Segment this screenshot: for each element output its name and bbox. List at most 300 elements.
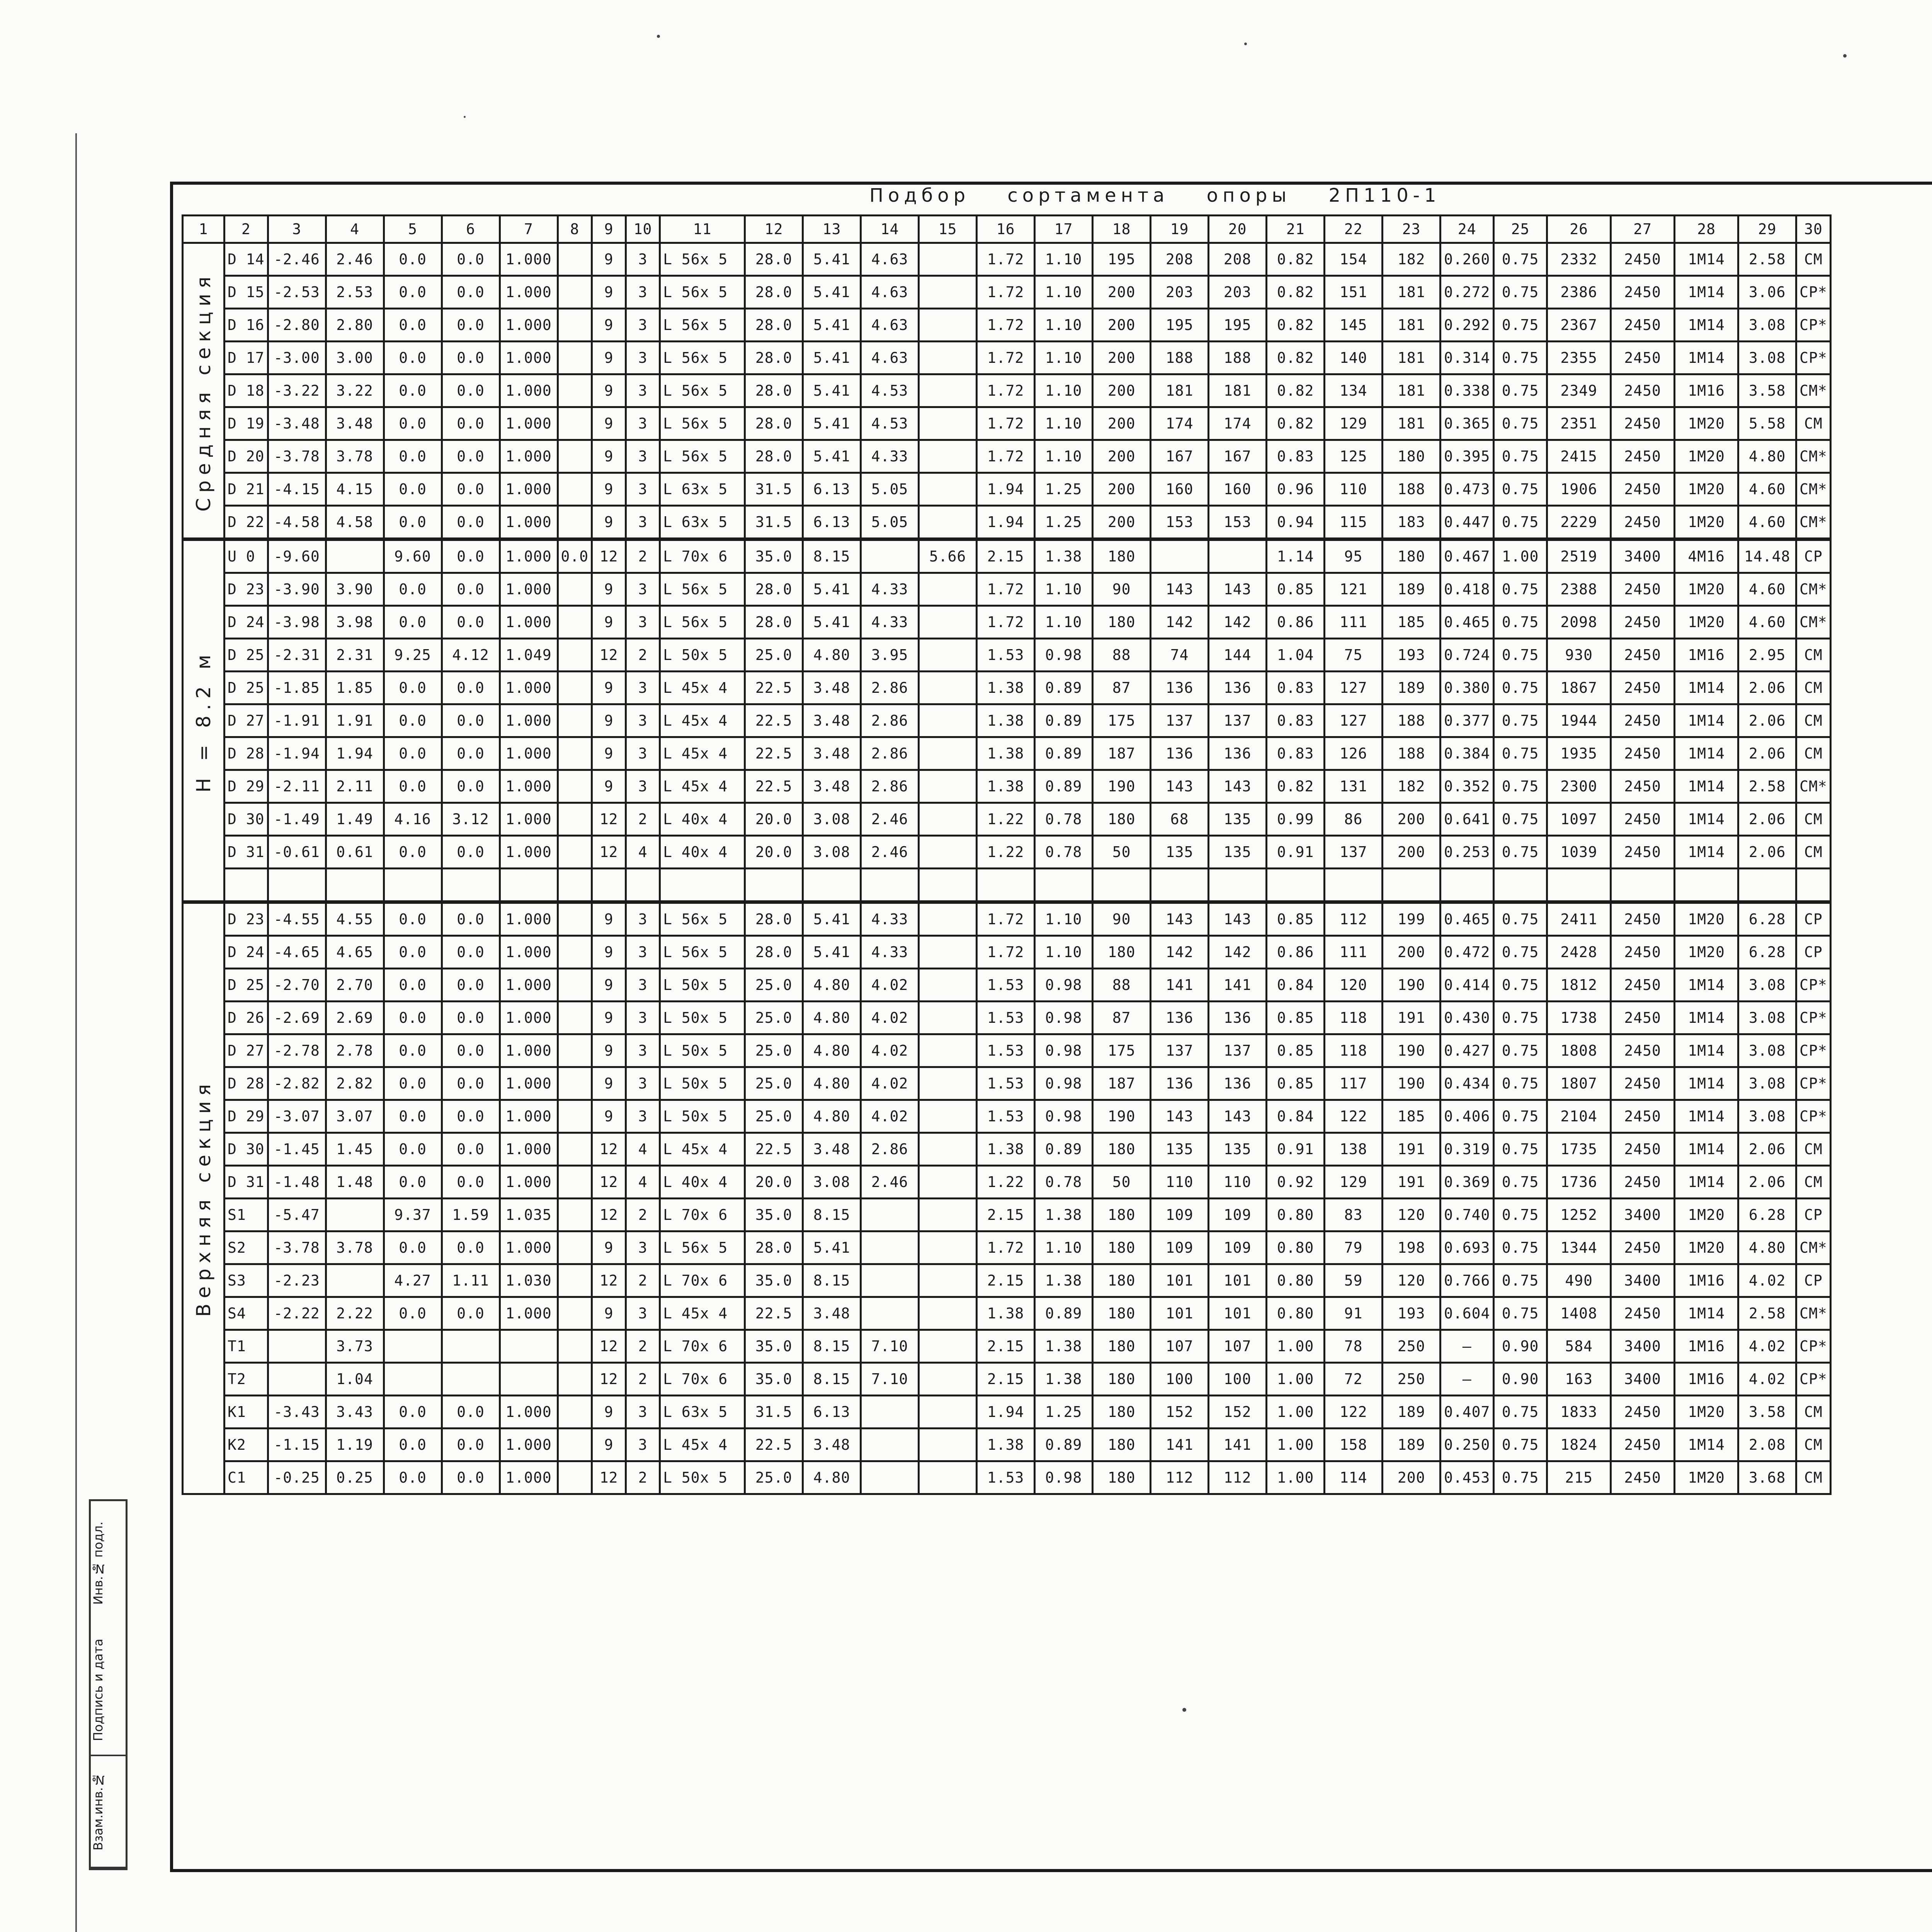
table-cell: 1M20 — [1675, 1396, 1738, 1429]
table-cell: 2450 — [1611, 969, 1675, 1002]
table-cell: 0.98 — [1035, 639, 1093, 672]
table-cell: СМ* — [1796, 573, 1831, 606]
table-cell: 3.08 — [1738, 1100, 1796, 1133]
table-cell: 0.85 — [1267, 902, 1325, 936]
table-cell: 1M20 — [1675, 1461, 1738, 1494]
table-cell: 2.86 — [861, 737, 919, 770]
table-cell: 181 — [1209, 374, 1267, 407]
table-cell: D 22 — [224, 506, 268, 539]
table-cell: 180 — [1093, 1429, 1151, 1461]
table-cell: 5.05 — [861, 506, 919, 539]
table-cell: 180 — [1093, 539, 1151, 573]
table-cell: 4.33 — [861, 573, 919, 606]
table-cell: T2 — [224, 1363, 268, 1396]
table-cell: 4.60 — [1738, 506, 1796, 539]
table-cell: 3 — [626, 704, 660, 737]
table-cell: 1.72 — [977, 606, 1035, 639]
table-cell: 5.66 — [919, 539, 977, 573]
table-cell: 1.72 — [977, 276, 1035, 309]
table-cell: 1M16 — [1675, 1264, 1738, 1297]
table-cell: 1.000 — [500, 1231, 558, 1264]
table-cell: 25.0 — [745, 1461, 803, 1494]
table-cell — [558, 1429, 592, 1461]
table-cell: 3 — [626, 1034, 660, 1067]
table-cell: 2450 — [1611, 243, 1675, 276]
table-cell: 1.10 — [1035, 374, 1093, 407]
table-cell: СМ — [1796, 639, 1831, 672]
table-cell: 5.41 — [803, 276, 861, 309]
table-cell: 1M14 — [1675, 969, 1738, 1002]
table-cell: 4.33 — [861, 936, 919, 969]
table-cell — [919, 573, 977, 606]
table-cell: 0.0 — [442, 440, 500, 473]
table-cell: 0.86 — [1267, 606, 1325, 639]
table-cell: 0.75 — [1494, 473, 1547, 506]
table-cell: 9 — [592, 1034, 626, 1067]
table-cell: 0.0 — [384, 473, 442, 506]
table-cell: 1.53 — [977, 969, 1035, 1002]
table-cell: 2450 — [1611, 936, 1675, 969]
table-cell — [384, 1363, 442, 1396]
table-cell: 180 — [1093, 1363, 1151, 1396]
table-cell: 198 — [1383, 1231, 1440, 1264]
table-cell: 9 — [592, 770, 626, 803]
table-cell: СМ* — [1796, 606, 1831, 639]
table-cell: СР* — [1796, 309, 1831, 342]
table-cell: 2 — [626, 1199, 660, 1231]
table-cell: 9 — [592, 243, 626, 276]
table-cell — [919, 704, 977, 737]
table-cell: 2.82 — [326, 1067, 384, 1100]
table-cell: -1.49 — [268, 803, 326, 836]
table-cell: 1.000 — [500, 902, 558, 936]
table-cell: L 56x 5 — [660, 573, 745, 606]
table-cell: 0.260 — [1440, 243, 1494, 276]
table-cell: 142 — [1151, 606, 1209, 639]
table-cell: 4.63 — [861, 243, 919, 276]
table-cell: 200 — [1093, 342, 1151, 374]
table-cell: 0.75 — [1494, 606, 1547, 639]
table-cell: 136 — [1209, 1067, 1267, 1100]
column-header: 8 — [558, 216, 592, 243]
table-cell: 35.0 — [745, 1264, 803, 1297]
table-cell: 174 — [1209, 407, 1267, 440]
table-cell: 9 — [592, 440, 626, 473]
table-cell: 1.72 — [977, 902, 1035, 936]
table-cell: 0.82 — [1267, 374, 1325, 407]
table-cell: 0.98 — [1035, 1067, 1093, 1100]
column-header: 7 — [500, 216, 558, 243]
table-cell: 28.0 — [745, 902, 803, 936]
table-cell: 1.000 — [500, 803, 558, 836]
table-cell: 1.38 — [977, 737, 1035, 770]
table-cell: 181 — [1383, 309, 1440, 342]
table-cell: 3 — [626, 737, 660, 770]
table-cell: 0.75 — [1494, 1461, 1547, 1494]
table-cell: 2.06 — [1738, 672, 1796, 704]
table-cell: 143 — [1151, 902, 1209, 936]
table-cell: 1M14 — [1675, 1429, 1738, 1461]
table-cell: 4.02 — [861, 1100, 919, 1133]
table-cell: 1.38 — [1035, 539, 1093, 573]
table-cell: 2.15 — [977, 1199, 1035, 1231]
table-cell: 2 — [626, 1330, 660, 1363]
table-cell: 1.53 — [977, 639, 1035, 672]
table-cell: 190 — [1383, 1067, 1440, 1100]
table-cell — [558, 1034, 592, 1067]
table-cell: 180 — [1093, 1461, 1151, 1494]
table-cell: 0.0 — [384, 276, 442, 309]
table-cell: 9 — [592, 672, 626, 704]
table-cell — [558, 803, 592, 836]
table-cell: L 56x 5 — [660, 936, 745, 969]
column-header: 6 — [442, 216, 500, 243]
table-cell: 135 — [1209, 803, 1267, 836]
table-cell: 5.41 — [803, 440, 861, 473]
table-cell: 4.58 — [326, 506, 384, 539]
table-cell: 1M14 — [1675, 836, 1738, 869]
table-cell: 1M14 — [1675, 1297, 1738, 1330]
table-cell: D 15 — [224, 276, 268, 309]
table-cell: 1.000 — [500, 309, 558, 342]
table-cell: 0.86 — [1267, 936, 1325, 969]
table-cell — [919, 1297, 977, 1330]
table-cell — [500, 869, 558, 902]
table-cell: 1.00 — [1267, 1396, 1325, 1429]
table-cell: 35.0 — [745, 1199, 803, 1231]
table-cell: 25.0 — [745, 1100, 803, 1133]
table-cell: 0.99 — [1267, 803, 1325, 836]
table-cell: СР — [1796, 539, 1831, 573]
table-cell: СМ — [1796, 803, 1831, 836]
column-header: 30 — [1796, 216, 1831, 243]
table-cell: 0.85 — [1267, 1067, 1325, 1100]
table-cell: 28.0 — [745, 936, 803, 969]
table-cell: 185 — [1383, 1100, 1440, 1133]
table-cell — [919, 374, 977, 407]
table-cell: 0.85 — [1267, 573, 1325, 606]
table-cell: 0.78 — [1035, 1166, 1093, 1199]
table-cell: 0.0 — [442, 473, 500, 506]
table-cell: 200 — [1383, 1461, 1440, 1494]
table-cell: 22.5 — [745, 1429, 803, 1461]
table-cell: D 27 — [224, 704, 268, 737]
table-cell: 35.0 — [745, 1363, 803, 1396]
table-cell: 0.0 — [442, 506, 500, 539]
table-cell: 0.98 — [1035, 1461, 1093, 1494]
table-cell: СМ — [1796, 672, 1831, 704]
table-cell: 5.58 — [1738, 407, 1796, 440]
table-cell: 188 — [1383, 737, 1440, 770]
table-cell: 1M14 — [1675, 1166, 1738, 1199]
table-cell — [500, 1363, 558, 1396]
table-cell: 136 — [1209, 737, 1267, 770]
table-cell: 4.12 — [442, 639, 500, 672]
column-header: 19 — [1151, 216, 1209, 243]
table-cell: 109 — [1151, 1199, 1209, 1231]
table-cell: СР* — [1796, 342, 1831, 374]
table-cell: 0.724 — [1440, 639, 1494, 672]
table-cell — [268, 1363, 326, 1396]
table-cell: 1.000 — [500, 1100, 558, 1133]
table-cell — [919, 969, 977, 1002]
table-cell: 0.80 — [1267, 1199, 1325, 1231]
table-cell — [919, 309, 977, 342]
table-cell: 190 — [1383, 1034, 1440, 1067]
table-cell: 136 — [1151, 1002, 1209, 1034]
table-cell: 142 — [1151, 936, 1209, 969]
table-cell: 143 — [1209, 902, 1267, 936]
table-cell: 3.48 — [803, 704, 861, 737]
table-cell: 0.78 — [1035, 836, 1093, 869]
table-cell: 3.73 — [326, 1330, 384, 1363]
table-row — [183, 473, 1831, 506]
table-cell: 1.000 — [500, 243, 558, 276]
table-cell: 3.08 — [803, 836, 861, 869]
table-cell: 0.0 — [384, 770, 442, 803]
table-cell: -3.43 — [268, 1396, 326, 1429]
table-cell: 2.06 — [1738, 737, 1796, 770]
table-cell: 1.10 — [1035, 407, 1093, 440]
table-cell: 25.0 — [745, 969, 803, 1002]
table-row — [183, 936, 1831, 969]
table-cell: D 30 — [224, 803, 268, 836]
table-row — [183, 342, 1831, 374]
table-cell: 31.5 — [745, 506, 803, 539]
table-cell: 88 — [1093, 639, 1151, 672]
table-cell: 181 — [1383, 342, 1440, 374]
table-cell: 2.06 — [1738, 1133, 1796, 1166]
table-cell: 79 — [1325, 1231, 1383, 1264]
table-cell — [558, 836, 592, 869]
table-cell: 2349 — [1547, 374, 1611, 407]
table-cell: 153 — [1209, 506, 1267, 539]
table-cell: 158 — [1325, 1429, 1383, 1461]
table-cell: 1.72 — [977, 1231, 1035, 1264]
table-cell: 0.0 — [442, 374, 500, 407]
table-cell: 180 — [1383, 539, 1440, 573]
table-cell: K1 — [224, 1396, 268, 1429]
table-cell: 0.75 — [1494, 803, 1547, 836]
table-cell: 0.89 — [1035, 770, 1093, 803]
table-cell — [626, 869, 660, 902]
table-cell: 2.78 — [326, 1034, 384, 1067]
table-cell — [268, 869, 326, 902]
table-cell: 1M20 — [1675, 902, 1738, 936]
table-cell: 9 — [592, 1231, 626, 1264]
table-cell: K2 — [224, 1429, 268, 1461]
table-cell — [558, 969, 592, 1002]
table-cell — [919, 243, 977, 276]
table-cell: 3400 — [1611, 1330, 1675, 1363]
table-cell: 1.000 — [500, 1034, 558, 1067]
section-label: H = 8.2 м — [183, 539, 224, 902]
table-cell: 107 — [1151, 1330, 1209, 1363]
table-cell: 0.75 — [1494, 1100, 1547, 1133]
table-cell: 101 — [1209, 1297, 1267, 1330]
table-cell: 0.75 — [1494, 737, 1547, 770]
table-cell: 2.46 — [861, 1166, 919, 1199]
table-cell: 6.28 — [1738, 1199, 1796, 1231]
table-cell — [558, 1002, 592, 1034]
table-cell: 0.338 — [1440, 374, 1494, 407]
table-cell — [558, 869, 592, 902]
table-cell: СМ — [1796, 1461, 1831, 1494]
table-cell: 109 — [1209, 1199, 1267, 1231]
table-cell: 78 — [1325, 1330, 1383, 1363]
table-cell: 191 — [1383, 1133, 1440, 1166]
table-cell: 3 — [626, 1067, 660, 1100]
table-cell: 0.430 — [1440, 1002, 1494, 1034]
table-cell: СМ — [1796, 1133, 1831, 1166]
table-cell: D 16 — [224, 309, 268, 342]
table-cell: 1.94 — [977, 473, 1035, 506]
table-cell — [861, 1264, 919, 1297]
column-header: 24 — [1440, 216, 1494, 243]
table-cell: 0.89 — [1035, 737, 1093, 770]
table-cell: 191 — [1383, 1166, 1440, 1199]
table-cell: 1.10 — [1035, 902, 1093, 936]
table-cell: 3.08 — [1738, 342, 1796, 374]
table-cell: 0.75 — [1494, 1002, 1547, 1034]
table-cell: 2450 — [1611, 1067, 1675, 1100]
table-cell: 1.000 — [500, 440, 558, 473]
table-cell: 1M20 — [1675, 506, 1738, 539]
table-cell: 0.80 — [1267, 1264, 1325, 1297]
table-cell: 188 — [1383, 473, 1440, 506]
table-cell: 2.70 — [326, 969, 384, 1002]
table-cell: 199 — [1383, 902, 1440, 936]
table-cell: 28.0 — [745, 573, 803, 606]
table-cell: 584 — [1547, 1330, 1611, 1363]
table-cell: 2450 — [1611, 672, 1675, 704]
table-cell: 101 — [1209, 1264, 1267, 1297]
table-cell: 3.95 — [861, 639, 919, 672]
table-cell: 189 — [1383, 573, 1440, 606]
table-cell: -3.48 — [268, 407, 326, 440]
table-cell: 2.31 — [326, 639, 384, 672]
table-cell: 4.33 — [861, 440, 919, 473]
table-cell: 4.80 — [803, 1034, 861, 1067]
table-cell: 0.467 — [1440, 539, 1494, 573]
table-cell: СР — [1796, 902, 1831, 936]
table-cell — [558, 440, 592, 473]
table-cell — [558, 1199, 592, 1231]
table-cell: 181 — [1383, 276, 1440, 309]
table-cell: 0.0 — [442, 606, 500, 639]
table-cell: L 50x 5 — [660, 1461, 745, 1494]
table-cell: 2450 — [1611, 374, 1675, 407]
table-cell: 9.37 — [384, 1199, 442, 1231]
table-cell: 1867 — [1547, 672, 1611, 704]
table-cell: 0.25 — [326, 1461, 384, 1494]
table-cell: 3 — [626, 1297, 660, 1330]
table-cell: 188 — [1383, 704, 1440, 737]
table-cell: 1.22 — [977, 836, 1035, 869]
table-cell: 160 — [1151, 473, 1209, 506]
table-cell: 3400 — [1611, 1264, 1675, 1297]
table-cell: 1.72 — [977, 573, 1035, 606]
table-cell: 2450 — [1611, 1100, 1675, 1133]
table-cell: 2450 — [1611, 836, 1675, 869]
table-cell: СМ — [1796, 704, 1831, 737]
table-cell: 0.82 — [1267, 770, 1325, 803]
table-cell — [919, 473, 977, 506]
table-cell: 0.427 — [1440, 1034, 1494, 1067]
table-cell — [919, 1199, 977, 1231]
table-cell — [384, 1330, 442, 1363]
table-cell: 3 — [626, 342, 660, 374]
table-cell: 200 — [1093, 440, 1151, 473]
table-cell: 0.75 — [1494, 936, 1547, 969]
table-cell: 0.0 — [384, 936, 442, 969]
assortment-table — [182, 214, 1832, 1495]
table-cell: 134 — [1325, 374, 1383, 407]
table-cell: 4.80 — [803, 969, 861, 1002]
table-cell: 2450 — [1611, 737, 1675, 770]
table-cell: 1.000 — [500, 1166, 558, 1199]
table-cell: 1812 — [1547, 969, 1611, 1002]
table-cell — [592, 869, 626, 902]
table-cell: 5.41 — [803, 936, 861, 969]
table-cell: 0.0 — [384, 243, 442, 276]
table-cell: 9 — [592, 606, 626, 639]
table-cell: 1039 — [1547, 836, 1611, 869]
table-cell: 3 — [626, 506, 660, 539]
table-cell: 208 — [1209, 243, 1267, 276]
table-cell: 187 — [1093, 1067, 1151, 1100]
table-cell — [919, 276, 977, 309]
column-header: 10 — [626, 216, 660, 243]
table-cell: 28.0 — [745, 440, 803, 473]
table-cell: 109 — [1151, 1231, 1209, 1264]
table-cell: -1.91 — [268, 704, 326, 737]
table-cell: 4 — [626, 836, 660, 869]
table-cell: 12 — [592, 1330, 626, 1363]
table-cell: 0.84 — [1267, 1100, 1325, 1133]
table-cell: 1.000 — [500, 342, 558, 374]
table-cell: 141 — [1209, 969, 1267, 1002]
table-cell: 0.75 — [1494, 407, 1547, 440]
table-cell: 4.80 — [1738, 440, 1796, 473]
table-cell — [919, 1231, 977, 1264]
column-header: 1 — [183, 216, 224, 243]
table-cell: 1.22 — [977, 803, 1035, 836]
table-cell: 250 — [1383, 1363, 1440, 1396]
table-row — [183, 309, 1831, 342]
table-cell — [1383, 869, 1440, 902]
table-cell: 4.65 — [326, 936, 384, 969]
table-cell: -3.00 — [268, 342, 326, 374]
table-cell — [558, 1231, 592, 1264]
table-cell: 6.13 — [803, 473, 861, 506]
table-cell — [558, 1100, 592, 1133]
table-cell — [558, 1133, 592, 1166]
table-cell — [919, 639, 977, 672]
column-header: 22 — [1325, 216, 1383, 243]
table-cell: -2.82 — [268, 1067, 326, 1100]
table-cell: 143 — [1209, 1100, 1267, 1133]
table-cell: 129 — [1325, 1166, 1383, 1199]
table-cell: -2.22 — [268, 1297, 326, 1330]
table-cell: 0.83 — [1267, 737, 1325, 770]
table-cell: 2386 — [1547, 276, 1611, 309]
table-cell: 135 — [1209, 836, 1267, 869]
table-row — [183, 639, 1831, 672]
table-cell: 200 — [1093, 506, 1151, 539]
table-cell: 2332 — [1547, 243, 1611, 276]
table-cell: 2.06 — [1738, 803, 1796, 836]
